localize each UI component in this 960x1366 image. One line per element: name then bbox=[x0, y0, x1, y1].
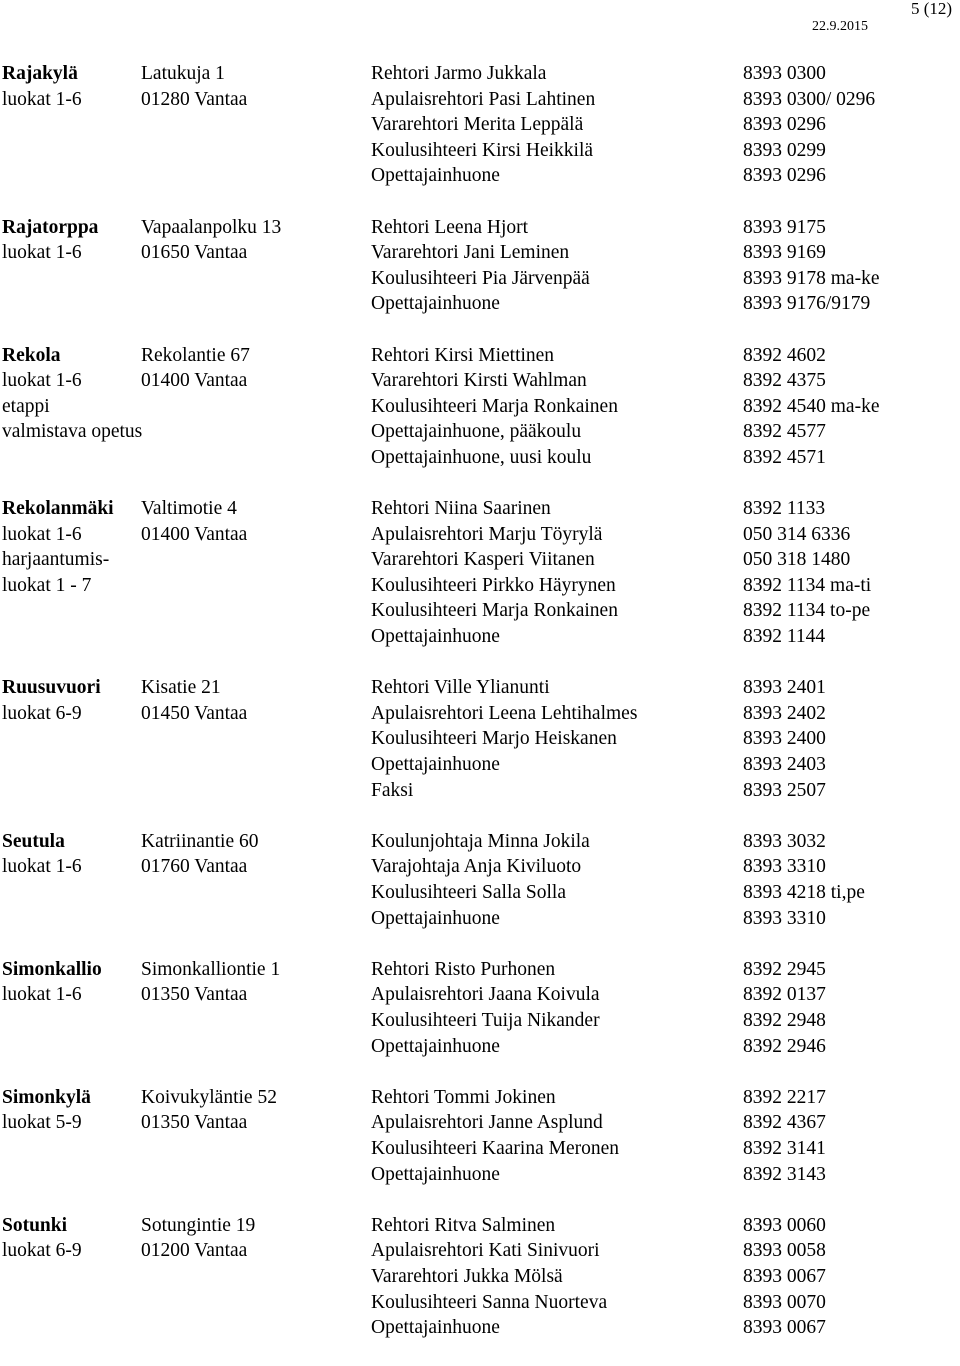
phone-cell: 8392 2217 bbox=[743, 1086, 826, 1108]
school-block bbox=[2, 1213, 960, 1341]
contact-role-cell: Koulusihteeri Pirkko Häyrynen bbox=[371, 574, 616, 596]
contact-role-cell: Rehtori Niina Saarinen bbox=[371, 498, 551, 520]
contact-role-cell: Apulaisrehtori Kati Sinivuori bbox=[371, 1240, 600, 1262]
contact-role-cell: Koulusihteeri Pia Järvenpää bbox=[371, 267, 590, 289]
directory-row bbox=[2, 1110, 960, 1136]
directory-row bbox=[2, 394, 960, 420]
directory-row bbox=[2, 1290, 960, 1316]
contact-role-cell: Opettajainhuone bbox=[371, 165, 500, 187]
school-info-cell bbox=[2, 138, 141, 164]
directory-row bbox=[2, 266, 960, 292]
address-cell bbox=[141, 906, 371, 932]
address-cell bbox=[141, 163, 371, 189]
school-info-cell: luokat 1-6 bbox=[2, 370, 82, 392]
contact-role-cell: Koulusihteeri Sanna Nuorteva bbox=[371, 1291, 608, 1313]
school-info-cell: luokat 6-9 bbox=[2, 702, 82, 724]
school-block bbox=[2, 675, 960, 803]
contact-role-cell: Rehtori Ville Ylianunti bbox=[371, 677, 550, 699]
directory-row bbox=[2, 496, 960, 522]
contact-role-cell: Faksi bbox=[371, 779, 414, 801]
address-cell bbox=[141, 547, 371, 573]
school-name: Seutula bbox=[2, 830, 65, 852]
contact-role-cell: Opettajainhuone bbox=[371, 293, 500, 315]
phone-cell: 8393 0067 bbox=[743, 1265, 826, 1287]
contact-role-cell: Koulunjohtaja Minna Jokila bbox=[371, 830, 590, 852]
contact-role-cell: Vararehtori Merita Leppälä bbox=[371, 114, 584, 136]
address-cell: Katriinantie 60 bbox=[141, 830, 259, 852]
directory-row bbox=[2, 701, 960, 727]
directory-row bbox=[2, 982, 960, 1008]
contact-role-cell: Varajohtaja Anja Kiviluoto bbox=[371, 856, 582, 878]
phone-cell: 8392 2945 bbox=[743, 958, 826, 980]
contact-role-cell: Rehtori Jarmo Jukkala bbox=[371, 63, 547, 84]
address-cell: 01650 Vantaa bbox=[141, 242, 248, 264]
document-date: 22.9.2015 bbox=[812, 19, 868, 34]
school-block bbox=[2, 215, 960, 317]
school-info-cell bbox=[2, 266, 141, 292]
contact-role-cell: Opettajainhuone bbox=[371, 1035, 500, 1057]
phone-cell: 050 318 1480 bbox=[743, 549, 851, 571]
phone-cell: 8393 9169 bbox=[743, 242, 826, 264]
school-info-cell: luokat 5-9 bbox=[2, 1112, 82, 1134]
directory-row bbox=[2, 240, 960, 266]
directory-row bbox=[2, 163, 960, 189]
contact-role-cell: Koulusihteeri Marjo Heiskanen bbox=[371, 728, 617, 750]
directory-row bbox=[2, 573, 960, 599]
school-info-cell: luokat 1-6 bbox=[2, 242, 82, 264]
directory-row bbox=[2, 854, 960, 880]
contact-role-cell: Koulusihteeri Kaarina Meronen bbox=[371, 1137, 619, 1159]
directory-row bbox=[2, 1162, 960, 1188]
directory-row bbox=[2, 1085, 960, 1111]
school-info-cell: etappi bbox=[2, 395, 50, 417]
school-info-cell bbox=[2, 1162, 141, 1188]
school-info-cell bbox=[2, 1264, 141, 1290]
phone-cell: 8393 0300 bbox=[743, 63, 826, 84]
school-info-cell: harjaantumis- bbox=[2, 549, 110, 571]
school-info-cell bbox=[2, 906, 141, 932]
phone-cell: 8393 3032 bbox=[743, 830, 826, 852]
phone-cell: 8392 3141 bbox=[743, 1137, 826, 1159]
phone-cell: 8392 1144 bbox=[743, 626, 826, 648]
address-cell bbox=[141, 112, 371, 138]
contact-role-cell: Apulaisrehtori Janne Asplund bbox=[371, 1112, 603, 1134]
directory-row bbox=[2, 829, 960, 855]
school-block bbox=[2, 1085, 960, 1187]
address-cell bbox=[141, 1315, 371, 1341]
school-name: Ruusuvuori bbox=[2, 677, 101, 699]
school-block bbox=[2, 829, 960, 931]
phone-cell: 8393 0058 bbox=[743, 1240, 826, 1262]
contact-role-cell: Vararehtori Kasperi Viitanen bbox=[371, 549, 595, 571]
phone-cell: 8393 2400 bbox=[743, 728, 826, 750]
address-cell: 01350 Vantaa bbox=[141, 984, 248, 1006]
contact-role-cell: Koulusihteeri Salla Solla bbox=[371, 882, 566, 903]
directory-row bbox=[2, 138, 960, 164]
phone-cell: 8392 4577 bbox=[743, 421, 826, 443]
school-info-cell: luokat 1-6 bbox=[2, 88, 82, 110]
address-cell: Sotungintie 19 bbox=[141, 1214, 256, 1236]
contact-role-cell: Opettajainhuone bbox=[371, 1317, 500, 1339]
address-cell bbox=[141, 726, 371, 752]
school-block bbox=[2, 61, 960, 189]
contact-role-cell: Rehtori Tommi Jokinen bbox=[371, 1086, 556, 1108]
address-cell: 01350 Vantaa bbox=[141, 1112, 248, 1134]
contact-role-cell: Opettajainhuone, uusi koulu bbox=[371, 446, 592, 468]
contact-role-cell: Opettajainhuone bbox=[371, 626, 500, 648]
phone-cell: 8393 9175 bbox=[743, 216, 826, 238]
directory-row bbox=[2, 419, 960, 445]
school-info-cell bbox=[2, 1136, 141, 1162]
contact-role-cell: Opettajainhuone bbox=[371, 907, 500, 929]
address-cell bbox=[141, 419, 371, 445]
school-info-cell bbox=[2, 778, 141, 804]
directory-row bbox=[2, 368, 960, 394]
contact-role-cell: Koulusihteeri Kirsi Heikkilä bbox=[371, 139, 594, 161]
phone-cell: 8393 0067 bbox=[743, 1317, 826, 1339]
address-cell bbox=[141, 1136, 371, 1162]
school-info-cell bbox=[2, 726, 141, 752]
address-cell bbox=[141, 1290, 371, 1316]
school-info-cell bbox=[2, 163, 141, 189]
contact-role-cell: Vararehtori Kirsti Wahlman bbox=[371, 370, 587, 392]
school-info-cell: valmistava opetus bbox=[2, 421, 143, 443]
school-info-cell bbox=[2, 112, 141, 138]
school-name: Rekola bbox=[2, 344, 61, 366]
phone-cell: 8392 4540 ma-ke bbox=[743, 395, 880, 417]
phone-cell: 8392 4367 bbox=[743, 1112, 826, 1134]
phone-cell: 8392 3143 bbox=[743, 1163, 826, 1185]
school-name: Rajakylä bbox=[2, 63, 78, 84]
school-directory bbox=[2, 61, 960, 1366]
address-cell bbox=[141, 598, 371, 624]
contact-role-cell: Opettajainhuone bbox=[371, 754, 500, 776]
contact-role-cell: Opettajainhuone, pääkoulu bbox=[371, 421, 582, 443]
directory-row bbox=[2, 1264, 960, 1290]
contact-role-cell: Koulusihteeri Tuija Nikander bbox=[371, 1009, 600, 1031]
directory-row bbox=[2, 1213, 960, 1239]
contact-role-cell: Rehtori Kirsi Miettinen bbox=[371, 344, 555, 366]
contact-role-cell: Rehtori Leena Hjort bbox=[371, 216, 529, 238]
school-info-cell: luokat 6-9 bbox=[2, 1240, 82, 1262]
school-info-cell bbox=[2, 598, 141, 624]
address-cell bbox=[141, 1008, 371, 1034]
address-cell bbox=[141, 445, 371, 471]
directory-row bbox=[2, 1034, 960, 1060]
school-info-cell bbox=[2, 1034, 141, 1060]
directory-row bbox=[2, 906, 960, 932]
address-cell: 01400 Vantaa bbox=[141, 370, 248, 392]
address-cell bbox=[141, 880, 371, 906]
phone-cell: 8392 4602 bbox=[743, 344, 826, 366]
directory-row bbox=[2, 522, 960, 548]
directory-row bbox=[2, 778, 960, 804]
phone-cell: 8393 0296 bbox=[743, 114, 826, 136]
address-cell: Latukuja 1 bbox=[141, 63, 225, 84]
school-block bbox=[2, 343, 960, 471]
address-cell: 01200 Vantaa bbox=[141, 1240, 248, 1262]
school-info-cell bbox=[2, 1008, 141, 1034]
phone-cell: 8392 1133 bbox=[743, 498, 826, 520]
phone-cell: 8393 2507 bbox=[743, 779, 826, 801]
directory-row bbox=[2, 1315, 960, 1341]
contact-role-cell: Koulusihteeri Marja Ronkainen bbox=[371, 600, 618, 622]
phone-cell: 8393 0070 bbox=[743, 1291, 826, 1313]
directory-row bbox=[2, 445, 960, 471]
phone-cell: 8393 3310 bbox=[743, 856, 826, 878]
phone-cell: 8392 0137 bbox=[743, 984, 826, 1006]
school-name: Simonkylä bbox=[2, 1086, 91, 1108]
contact-role-cell: Vararehtori Jani Leminen bbox=[371, 242, 570, 264]
school-block bbox=[2, 496, 960, 650]
contact-role-cell: Rehtori Ritva Salminen bbox=[371, 1214, 556, 1236]
contact-role-cell: Apulaisrehtori Jaana Koivula bbox=[371, 984, 600, 1006]
address-cell: Vapaalanpolku 13 bbox=[141, 216, 282, 238]
school-info-cell bbox=[2, 880, 141, 906]
phone-cell: 8393 0060 bbox=[743, 1214, 826, 1236]
directory-row bbox=[2, 598, 960, 624]
contact-role-cell: Opettajainhuone bbox=[371, 1163, 500, 1185]
directory-row bbox=[2, 1238, 960, 1264]
school-info-cell: luokat 1-6 bbox=[2, 984, 82, 1006]
contact-role-cell: Apulaisrehtori Leena Lehtihalmes bbox=[371, 702, 638, 724]
address-cell bbox=[141, 573, 371, 599]
contact-role-cell: Vararehtori Jukka Mölsä bbox=[371, 1265, 563, 1287]
address-cell: 01280 Vantaa bbox=[141, 88, 248, 110]
school-name: Rekolanmäki bbox=[2, 498, 114, 520]
contact-role-cell: Koulusihteeri Marja Ronkainen bbox=[371, 395, 618, 417]
directory-row bbox=[2, 1136, 960, 1162]
phone-cell: 8393 0296 bbox=[743, 165, 826, 187]
phone-cell: 8392 1134 ma-ti bbox=[743, 574, 872, 596]
address-cell bbox=[141, 291, 371, 317]
address-cell: 01450 Vantaa bbox=[141, 702, 248, 724]
address-cell: Kisatie 21 bbox=[141, 677, 221, 699]
directory-row bbox=[2, 752, 960, 778]
school-name: Sotunki bbox=[2, 1214, 68, 1236]
address-cell: Rekolantie 67 bbox=[141, 344, 250, 366]
address-cell bbox=[141, 1162, 371, 1188]
address-cell bbox=[141, 1034, 371, 1060]
directory-row bbox=[2, 726, 960, 752]
contact-role-cell: Apulaisrehtori Pasi Lahtinen bbox=[371, 88, 596, 110]
directory-row bbox=[2, 957, 960, 983]
directory-row bbox=[2, 61, 960, 87]
contact-role-cell: Apulaisrehtori Marju Töyrylä bbox=[371, 523, 603, 545]
school-name: Simonkallio bbox=[2, 958, 102, 980]
address-cell: 01400 Vantaa bbox=[141, 523, 248, 545]
phone-cell: 8392 2946 bbox=[743, 1035, 826, 1057]
directory-row bbox=[2, 215, 960, 241]
school-block bbox=[2, 957, 960, 1059]
address-cell: Koivukyläntie 52 bbox=[141, 1086, 277, 1108]
address-cell bbox=[141, 624, 371, 650]
phone-cell: 8393 4218 ti,pe bbox=[743, 882, 865, 903]
phone-cell: 8393 0299 bbox=[743, 139, 826, 161]
phone-cell: 8393 0300/ 0296 bbox=[743, 88, 876, 110]
directory-row bbox=[2, 87, 960, 113]
address-cell bbox=[141, 266, 371, 292]
directory-row bbox=[2, 547, 960, 573]
school-info-cell: luokat 1-6 bbox=[2, 523, 82, 545]
phone-cell: 8393 9178 ma-ke bbox=[743, 267, 880, 289]
phone-cell: 8393 3310 bbox=[743, 907, 826, 929]
phone-cell: 8392 2948 bbox=[743, 1009, 826, 1031]
address-cell: 01760 Vantaa bbox=[141, 856, 248, 878]
phone-cell: 8392 4375 bbox=[743, 370, 826, 392]
school-info-cell bbox=[2, 752, 141, 778]
phone-cell: 050 314 6336 bbox=[743, 523, 851, 545]
address-cell bbox=[141, 778, 371, 804]
phone-cell: 8393 2403 bbox=[743, 754, 826, 776]
school-info-cell: luokat 1-6 bbox=[2, 856, 82, 878]
address-cell: Simonkalliontie 1 bbox=[141, 958, 281, 980]
phone-cell: 8393 2402 bbox=[743, 702, 826, 724]
school-info-cell bbox=[2, 445, 141, 471]
directory-row bbox=[2, 880, 960, 906]
phone-cell: 8393 2401 bbox=[743, 677, 826, 699]
phone-cell: 8393 9176/9179 bbox=[743, 293, 871, 315]
directory-row bbox=[2, 112, 960, 138]
address-cell bbox=[141, 138, 371, 164]
phone-cell: 8392 4571 bbox=[743, 446, 826, 468]
school-info-cell bbox=[2, 1315, 141, 1341]
school-info-cell bbox=[2, 624, 141, 650]
directory-row bbox=[2, 291, 960, 317]
contact-role-cell: Rehtori Risto Purhonen bbox=[371, 958, 556, 980]
address-cell bbox=[141, 752, 371, 778]
address-cell: Valtimotie 4 bbox=[141, 498, 237, 520]
address-cell bbox=[141, 394, 371, 420]
directory-row bbox=[2, 343, 960, 369]
address-cell bbox=[141, 1264, 371, 1290]
school-info-cell bbox=[2, 291, 141, 317]
page-number: 5 (12) bbox=[911, 0, 953, 18]
directory-row bbox=[2, 1008, 960, 1034]
school-info-cell bbox=[2, 1290, 141, 1316]
directory-row bbox=[2, 675, 960, 701]
phone-cell: 8392 1134 to-pe bbox=[743, 600, 871, 622]
school-info-cell: luokat 1 - 7 bbox=[2, 574, 92, 596]
school-name: Rajatorppa bbox=[2, 216, 99, 238]
directory-row bbox=[2, 624, 960, 650]
